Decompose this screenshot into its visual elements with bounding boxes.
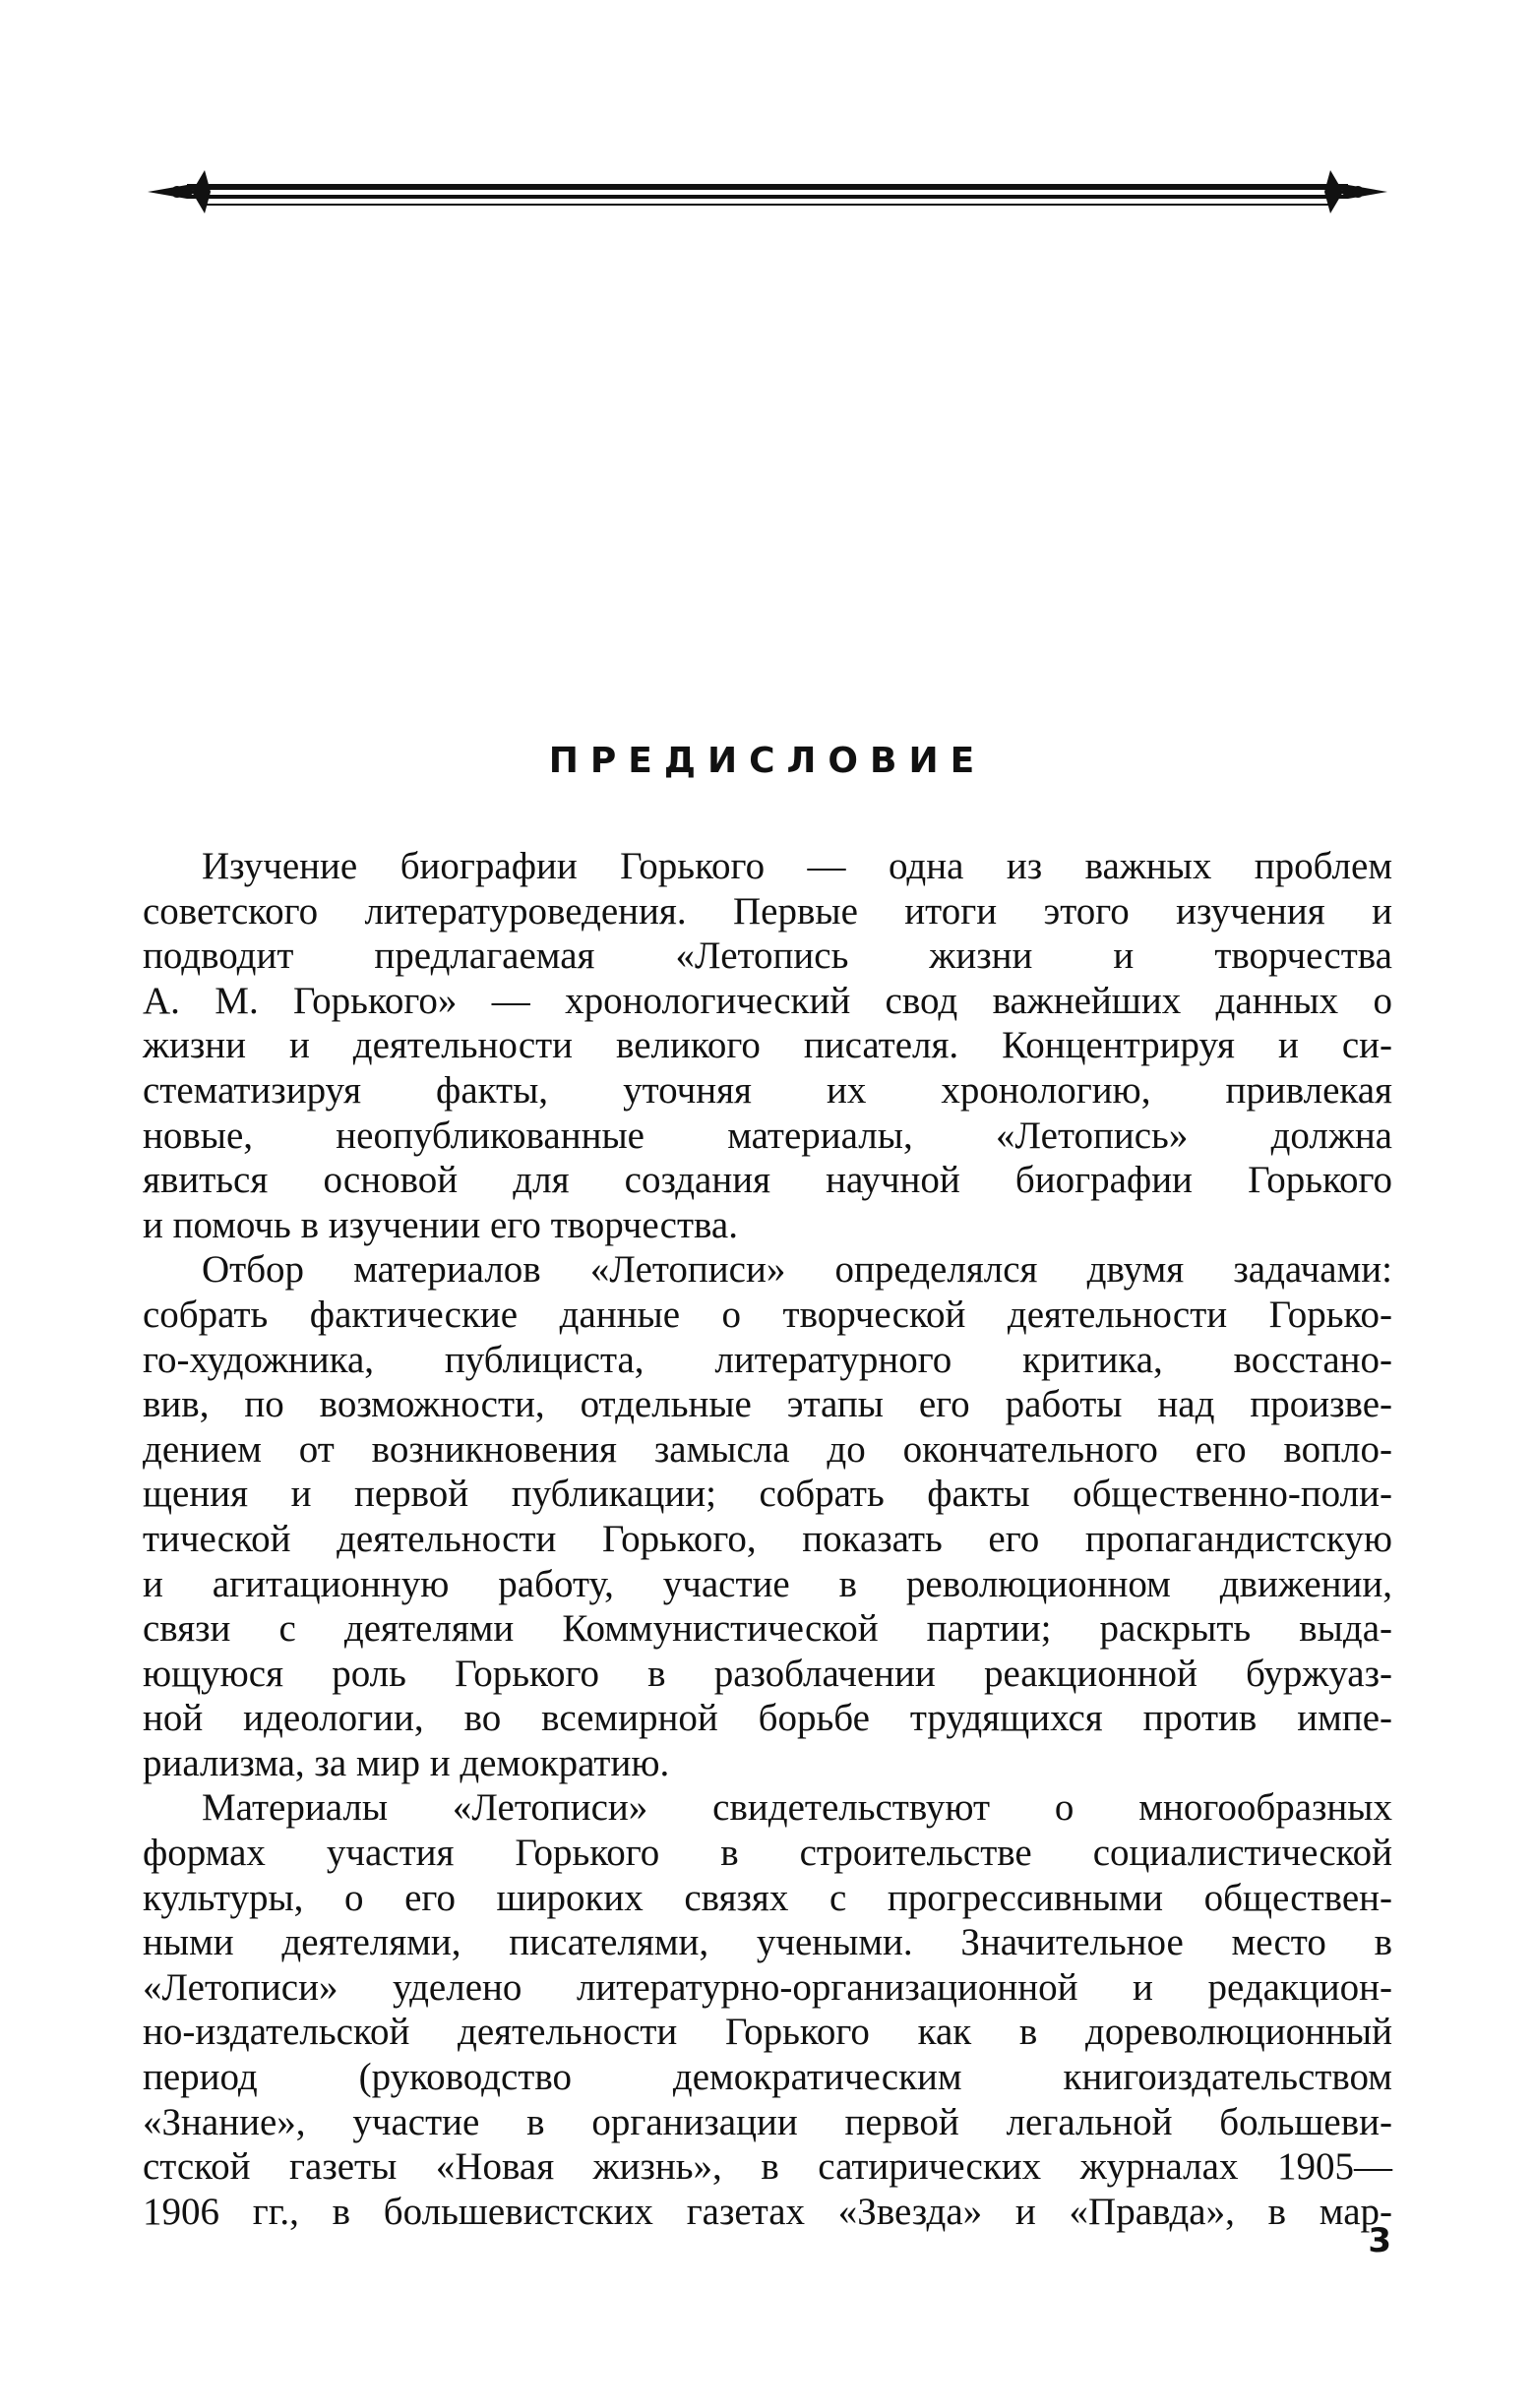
paragraph-2 <box>143 1247 1392 1785</box>
text-line: стематизируя факты, уточняя их хронологию, привлекая <box>143 1068 1392 1112</box>
page-number: 3 <box>1368 2221 1391 2260</box>
text-line: явиться основой для создания научной биографии Горького <box>143 1159 1392 1202</box>
paragraph-3 <box>143 1785 1392 2234</box>
text-line: формах участия Горького в строительстве социалистической <box>143 1832 1392 1875</box>
text-line: культуры, о его широких связях с прогрессивными обществен- <box>143 1876 1392 1919</box>
body-text <box>143 844 1392 2234</box>
text-line: дением от возникновения замысла до окончательного его вопло- <box>143 1427 1392 1471</box>
text-line: новые, неопубликованные материалы, «Летопись» должна <box>143 1114 1392 1157</box>
text-line: и агитационную работу, участие в революционном движении, <box>143 1562 1392 1605</box>
text-line: щения и первой публикации; собрать факты общественно-поли- <box>143 1473 1392 1516</box>
text-line: тической деятельности Горького, показать его пропагандистскую <box>143 1517 1392 1560</box>
text-line: го-художника, публициста, литературного критика, восстано- <box>143 1338 1392 1381</box>
text-line: Материалы «Летописи» свидетельствуют о многообразных <box>202 1786 1392 1830</box>
text-line: Отбор материалов «Летописи» определялся двумя задачами: <box>202 1248 1392 1292</box>
text-line: советского литературоведения. Первые итоги этого изучения и <box>143 889 1392 933</box>
text-line: Изучение биографии Горького — одна из важных проблем <box>202 845 1392 887</box>
text-line: 1906 гг., в большевистских газетах «Звезда» и «Правда», в мар- <box>143 2190 1392 2233</box>
paragraph-1 <box>143 844 1392 1247</box>
text-line: собрать фактические данные о творческой деятельности Горько- <box>143 1293 1392 1336</box>
text-line: ной идеологии, во всемирной борьбе трудящихся против импе- <box>143 1697 1392 1740</box>
text-line: «Знание», участие в организации первой легальной большеви- <box>143 2100 1392 2143</box>
text-line: жизни и деятельности великого писателя. Концентрируя и си- <box>143 1024 1392 1067</box>
text-line: но-издательской деятельности Горького как в дореволюционный <box>143 2011 1392 2054</box>
text-line: связи с деятелями Коммунистической партии; раскрыть выда- <box>143 1607 1392 1651</box>
text-line: вив, по возможности, отдельные этапы его работы над произве- <box>143 1383 1392 1426</box>
page-title: ПРЕДИСЛОВИЕ <box>548 741 987 781</box>
text-line: и помочь в изучении его творчества. <box>143 1203 738 1246</box>
text-line: ными деятелями, писателями, учеными. Значительное место в <box>143 1921 1392 1964</box>
text-line: период (руководство демократическим книгоиздательством <box>143 2056 1392 2099</box>
text-line: «Летописи» уделено литературно-организационной и редакцион- <box>143 1965 1392 2009</box>
decorative-rule-ornament <box>148 165 1387 224</box>
text-line: стской газеты «Новая жизнь», в сатирических журналах 1905— <box>143 2145 1392 2189</box>
text-line: подводит предлагаемая «Летопись жизни и творчества <box>143 934 1392 978</box>
text-line: риализма, за мир и демократию. <box>143 1741 670 1784</box>
text-line: А. М. Горького» — хронологический свод важнейших данных о <box>143 979 1392 1022</box>
text-line: ющуюся роль Горького в разоблачении реакционной буржуаз- <box>143 1652 1392 1695</box>
